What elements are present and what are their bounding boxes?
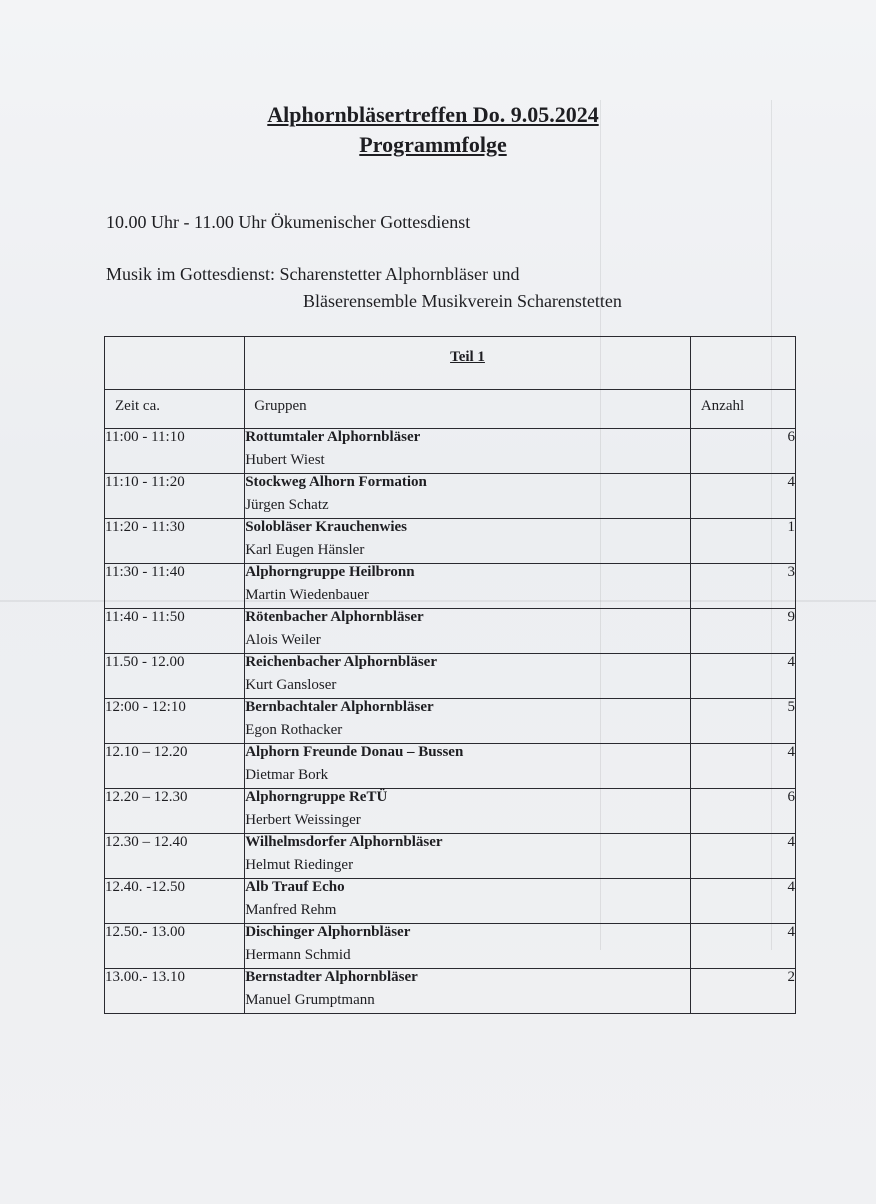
section-header-cell: [245, 337, 691, 390]
program-table: [104, 336, 796, 1014]
group-name: Alphorngruppe Heilbronn: [245, 564, 415, 580]
count-cell: 5: [690, 699, 795, 744]
count-cell: 3: [690, 564, 795, 609]
program-table-body: [105, 337, 796, 1014]
group-name: Rötenbacher Alphornbläser: [245, 609, 424, 625]
time-cell: 11:00 - 11:10: [105, 429, 245, 474]
document-subtitle: Programmfolge: [359, 132, 507, 157]
time-cell: 12:00 - 12:10: [105, 699, 245, 744]
music-line-1: Musik im Gottesdienst: Scharenstetter Alphornbläser und: [106, 264, 520, 284]
time-cell: 11:20 - 11:30: [105, 519, 245, 564]
group-cell: [245, 564, 691, 609]
group-cell: [245, 474, 691, 519]
count-cell: 4: [690, 834, 795, 879]
group-leader: Kurt Gansloser: [245, 677, 337, 693]
table-row: [105, 519, 796, 564]
group-name: Stockweg Alhorn Formation: [245, 474, 427, 490]
table-row: [105, 699, 796, 744]
group-cell: [245, 429, 691, 474]
group-leader: Jürgen Schatz: [245, 497, 329, 513]
time-cell: 12.30 – 12.40: [105, 834, 245, 879]
group-leader: Manfred Rehm: [245, 902, 337, 918]
table-row: [105, 834, 796, 879]
table-row: [105, 654, 796, 699]
group-leader: Helmut Riedinger: [245, 857, 354, 873]
section-title: Teil 1: [450, 349, 485, 365]
count-cell: 4: [690, 744, 795, 789]
table-row: [105, 744, 796, 789]
group-name: Alphorn Freunde Donau – Bussen: [245, 744, 464, 760]
group-leader: Karl Eugen Hänsler: [245, 542, 365, 558]
group-cell: [245, 789, 691, 834]
time-cell: 12.10 – 12.20: [105, 744, 245, 789]
time-cell: 13.00.- 13.10: [105, 969, 245, 1014]
column-header-groups: Gruppen: [245, 390, 691, 429]
table-row: [105, 609, 796, 654]
group-name: Solobläser Krauchenwies: [245, 519, 408, 535]
section-header-empty: [690, 337, 795, 390]
group-cell: [245, 609, 691, 654]
group-leader: Egon Rothacker: [245, 722, 343, 738]
column-header-row: [105, 390, 796, 429]
count-cell: 4: [690, 924, 795, 969]
group-name: Dischinger Alphornbläser: [245, 924, 411, 940]
section-header-row: [105, 337, 796, 390]
group-leader: Martin Wiedenbauer: [245, 587, 369, 603]
count-cell: 9: [690, 609, 795, 654]
time-cell: 11:10 - 11:20: [105, 474, 245, 519]
table-row: [105, 924, 796, 969]
document-title: Alphornbläsertreffen Do. 9.05.2024: [267, 102, 599, 127]
group-leader: Dietmar Bork: [245, 767, 329, 783]
count-cell: 2: [690, 969, 795, 1014]
table-row: [105, 969, 796, 1014]
time-cell: 11:30 - 11:40: [105, 564, 245, 609]
group-leader: Hermann Schmid: [245, 947, 351, 963]
table-row: [105, 564, 796, 609]
time-cell: 12.40. -12.50: [105, 879, 245, 924]
group-cell: [245, 519, 691, 564]
time-cell: 12.50.- 13.00: [105, 924, 245, 969]
table-row: [105, 474, 796, 519]
column-header-time: Zeit ca.: [105, 390, 245, 429]
table-row: [105, 879, 796, 924]
group-name: Rottumtaler Alphornbläser: [245, 429, 421, 445]
count-cell: 1: [690, 519, 795, 564]
section-header-empty: [105, 337, 245, 390]
count-cell: 6: [690, 789, 795, 834]
group-name: Wilhelmsdorfer Alphornbläser: [245, 834, 443, 850]
music-line-2: Bläserensemble Musikverein Scharenstetten: [303, 291, 622, 311]
group-cell: [245, 924, 691, 969]
group-name: Alb Trauf Echo: [245, 879, 345, 895]
time-cell: 11:40 - 11:50: [105, 609, 245, 654]
table-row: [105, 429, 796, 474]
group-cell: [245, 744, 691, 789]
group-name: Reichenbacher Alphornbläser: [245, 654, 438, 670]
group-name: Bernstadter Alphornbläser: [245, 969, 418, 985]
group-cell: [245, 654, 691, 699]
group-cell: [245, 879, 691, 924]
group-leader: Herbert Weissinger: [245, 812, 361, 828]
time-cell: 11.50 - 12.00: [105, 654, 245, 699]
count-cell: 4: [690, 654, 795, 699]
service-line: 10.00 Uhr - 11.00 Uhr Ökumenischer Gottesdienst: [106, 212, 471, 232]
group-name: Alphorngruppe ReTÜ: [245, 789, 388, 805]
table-row: [105, 789, 796, 834]
group-leader: Alois Weiler: [245, 632, 321, 648]
group-cell: [245, 969, 691, 1014]
group-leader: Hubert Wiest: [245, 452, 325, 468]
count-cell: 4: [690, 879, 795, 924]
group-leader: Manuel Grumptmann: [245, 992, 375, 1008]
count-cell: 4: [690, 474, 795, 519]
group-cell: [245, 834, 691, 879]
time-cell: 12.20 – 12.30: [105, 789, 245, 834]
column-header-count: Anzahl: [690, 390, 795, 429]
count-cell: 6: [690, 429, 795, 474]
group-name: Bernbachtaler Alphornbläser: [245, 699, 434, 715]
group-cell: [245, 699, 691, 744]
